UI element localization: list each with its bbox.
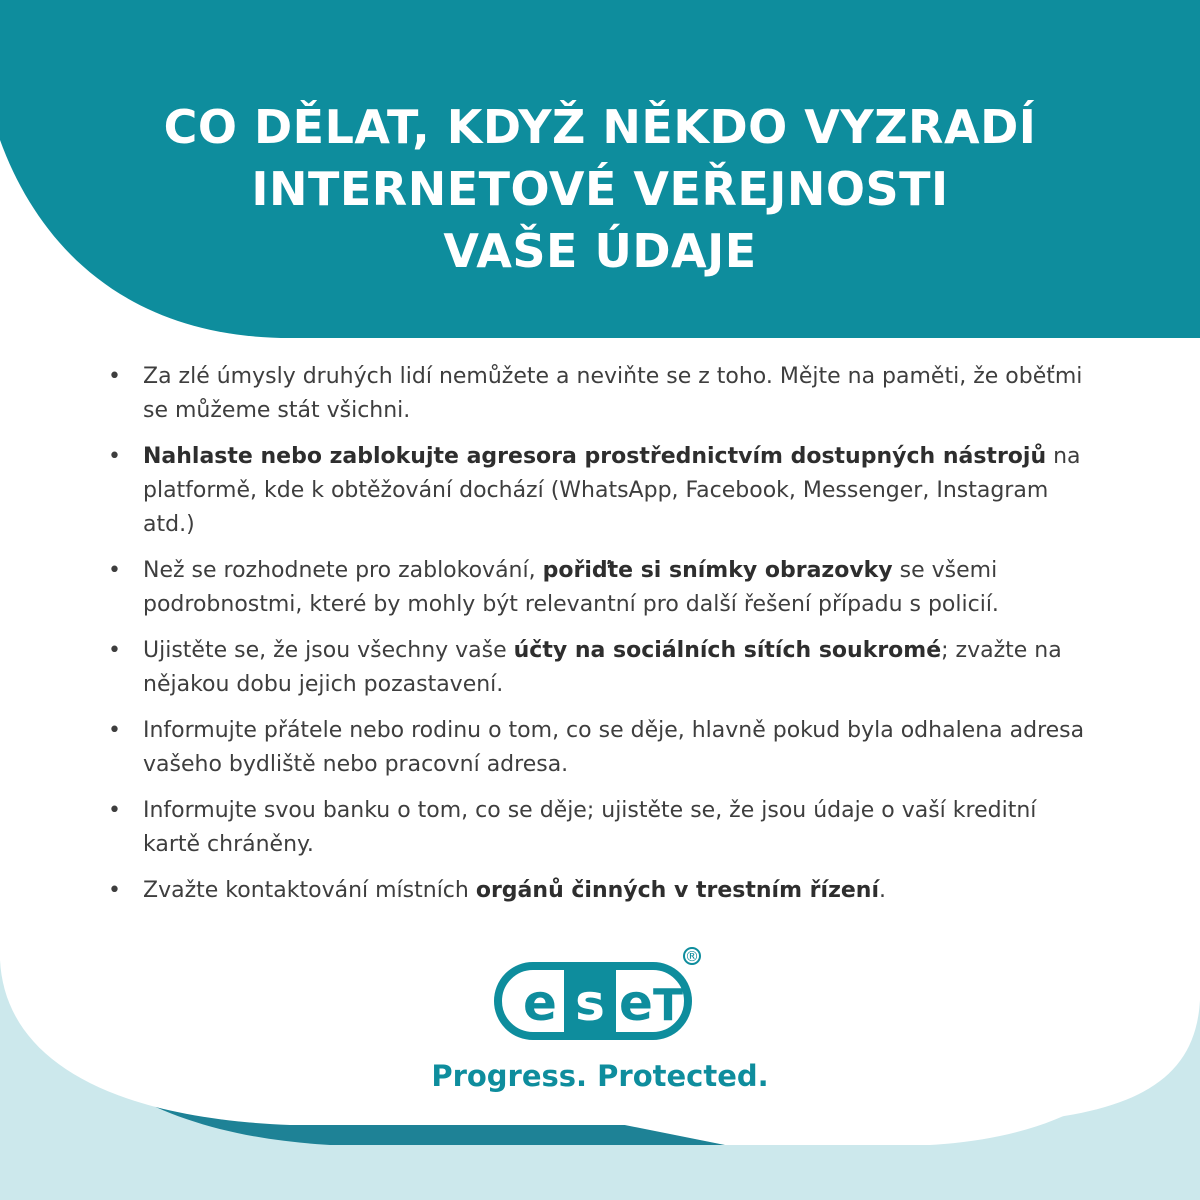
tip-text: Ujistěte se, že jsou všechny vaše bbox=[143, 638, 514, 663]
tip-text: Za zlé úmysly druhých lidí nemůžete a neviňte se z toho. Mějte na paměti, že oběťmi se můžeme stát všichni. bbox=[143, 364, 1083, 423]
tip-item bbox=[108, 794, 1098, 862]
bullet-icon: • bbox=[108, 558, 121, 583]
bullet-icon: • bbox=[108, 638, 121, 663]
logo-letter-t: T bbox=[652, 980, 684, 1031]
tagline: Progress. Protected. bbox=[431, 1059, 769, 1093]
tips-list bbox=[108, 360, 1098, 920]
tip-emphasis: pořiďte si snímky obrazovky bbox=[542, 558, 893, 583]
logo-letter-s: s bbox=[575, 974, 605, 1032]
title-line-3: VAŠE ÚDAJE bbox=[443, 224, 757, 278]
tip-text: se všemi podrobnostmi, které by mohly být relevantní pro další řešení případu s policií. bbox=[143, 558, 999, 617]
bullet-icon: • bbox=[108, 364, 121, 389]
tip-item bbox=[108, 714, 1098, 782]
bullet-icon: • bbox=[108, 444, 121, 469]
tip-item bbox=[108, 554, 1098, 622]
title-line-1: CO DĚLAT, KDYŽ NĚKDO VYZRADÍ bbox=[163, 100, 1037, 154]
logo-letter-e1: e bbox=[523, 974, 557, 1032]
tip-text: Než se rozhodnete pro zablokování, bbox=[143, 558, 543, 583]
bullet-icon: • bbox=[108, 718, 121, 743]
tip-emphasis: účty na sociálních sítích soukromé bbox=[513, 638, 942, 663]
tip-text: ; zvažte na nějakou dobu jejich pozastavení. bbox=[143, 638, 1062, 697]
tip-text: Informujte svou banku o tom, co se děje; ujistěte se, že jsou údaje o vaší kreditní kartě chráněny. bbox=[143, 798, 1037, 857]
tip-text: na platformě, kde k obtěžování dochází (WhatsApp, Facebook, Messenger, Instagram atd.) bbox=[143, 444, 1081, 537]
tip-item bbox=[108, 874, 1098, 908]
tip-text: Informujte přátele nebo rodinu o tom, co se děje, hlavně pokud byla odhalena adresa vašeho bydliště nebo pracovní adresa. bbox=[143, 718, 1085, 777]
registered-mark: ® bbox=[685, 949, 699, 965]
tip-emphasis: Nahlaste nebo zablokujte agresora prostřednictvím dostupných nástrojů bbox=[143, 444, 1047, 469]
bullet-icon: • bbox=[108, 878, 121, 903]
tip-text: . bbox=[879, 878, 886, 903]
tip-text: Zvažte kontaktování místních bbox=[143, 878, 476, 903]
bullet-icon: • bbox=[108, 798, 121, 823]
tip-emphasis: orgánů činných v trestním řízení bbox=[475, 878, 879, 903]
tip-item bbox=[108, 440, 1098, 542]
eset-logo bbox=[494, 944, 706, 1044]
title-line-2: INTERNETOVÉ VEŘEJNOSTI bbox=[251, 162, 949, 216]
tip-item bbox=[108, 360, 1098, 428]
page-title bbox=[0, 96, 1200, 282]
logo-letter-e2: e bbox=[619, 974, 653, 1032]
tip-item bbox=[108, 634, 1098, 702]
